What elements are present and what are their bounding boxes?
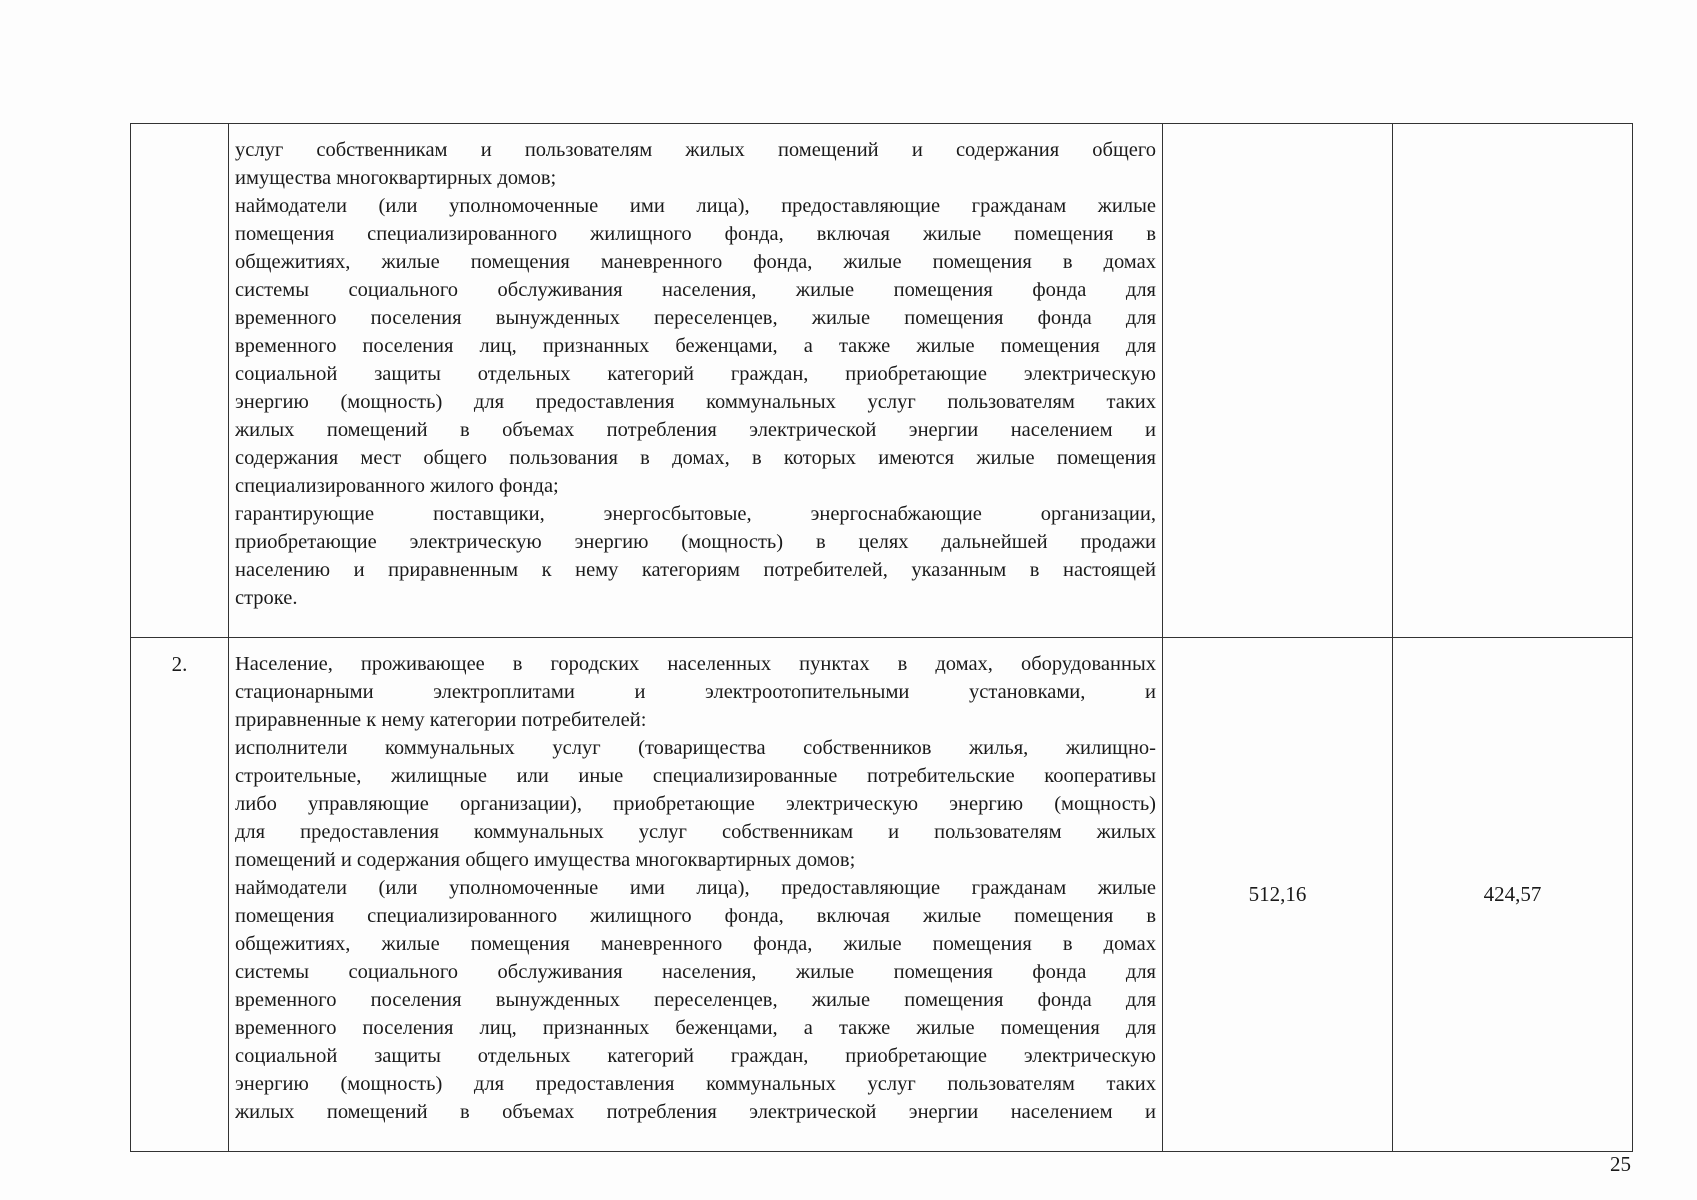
description-line: населению и приравненным к нему категориям потребителей, указанным в настоящей xyxy=(235,559,1156,581)
description-line: общежитиях, жилые помещения маневренного фонда, жилые помещения в домах xyxy=(235,933,1156,955)
description-line: временного поселения лиц, признанных беженцами, а также жилые помещения для xyxy=(235,335,1156,357)
table-row xyxy=(131,638,1633,1152)
description-line: приравненные к нему категории потребителей: xyxy=(235,709,647,731)
description-line: либо управляющие организации), приобретающие электрическую энергию (мощность) xyxy=(235,793,1156,815)
table-row xyxy=(131,124,1633,638)
tariff-value-2-cell xyxy=(1393,124,1633,638)
description-line: помещений и содержания общего имущества многоквартирных домов; xyxy=(235,849,856,871)
description-line: содержания мест общего пользования в домах, в которых имеются жилые помещения xyxy=(235,447,1156,469)
description-cell xyxy=(229,124,1163,638)
description-line: энергию (мощность) для предоставления коммунальных услуг пользователям таких xyxy=(235,391,1156,413)
description-line: системы социального обслуживания населения, жилые помещения фонда для xyxy=(235,279,1156,301)
description-line: помещения специализированного жилищного фонда, включая жилые помещения в xyxy=(235,223,1156,245)
description-line: системы социального обслуживания населения, жилые помещения фонда для xyxy=(235,961,1156,983)
description-line: приобретающие электрическую энергию (мощность) в целях дальнейшей продажи xyxy=(235,531,1156,553)
description-line: помещения специализированного жилищного фонда, включая жилые помещения в xyxy=(235,905,1156,927)
row-number-cell xyxy=(131,124,229,638)
description-line: имущества многоквартирных домов; xyxy=(235,167,557,189)
description-line: социальной защиты отдельных категорий граждан, приобретающие электрическую xyxy=(235,363,1156,385)
description-line: временного поселения вынужденных переселенцев, жилые помещения фонда для xyxy=(235,989,1156,1011)
description-line: строительные, жилищные или иные специализированные потребительские кооперативы xyxy=(235,765,1156,787)
tariff-table xyxy=(130,123,1633,1152)
description-line: общежитиях, жилые помещения маневренного фонда, жилые помещения в домах xyxy=(235,251,1156,273)
description-line: наймодатели (или уполномоченные ими лица), предоставляющие гражданам жилые xyxy=(235,877,1156,899)
description-cell xyxy=(229,638,1163,1152)
description-line: социальной защиты отдельных категорий граждан, приобретающие электрическую xyxy=(235,1045,1156,1067)
description-line: Население, проживающее в городских населенных пунктах в домах, оборудованных xyxy=(235,653,1156,675)
description-line: для предоставления коммунальных услуг собственникам и пользователям жилых xyxy=(235,821,1156,843)
description-line: строке. xyxy=(235,587,298,609)
page-number: 25 xyxy=(1610,1152,1631,1176)
tariff-value-1-cell xyxy=(1163,124,1393,638)
description-line: наймодатели (или уполномоченные ими лица), предоставляющие гражданам жилые xyxy=(235,195,1156,217)
description-line: стационарными электроплитами и электроотопительными установками, и xyxy=(235,681,1156,703)
description-line: энергию (мощность) для предоставления коммунальных услуг пользователям таких xyxy=(235,1073,1156,1095)
description-line: услуг собственникам и пользователям жилых помещений и содержания общего xyxy=(235,139,1156,161)
description-line: жилых помещений в объемах потребления электрической энергии населением и xyxy=(235,1101,1156,1123)
description-line: гарантирующие поставщики, энергосбытовые, энергоснабжающие организации, xyxy=(235,503,1156,525)
row-number-cell: 2. xyxy=(131,638,229,1152)
tariff-value-2-cell: 424,57 xyxy=(1393,638,1633,1152)
description-line: исполнители коммунальных услуг (товарищества собственников жилья, жилищно- xyxy=(235,737,1156,759)
description-line: специализированного жилого фонда; xyxy=(235,475,559,497)
description-line: жилых помещений в объемах потребления электрической энергии населением и xyxy=(235,419,1156,441)
description-line: временного поселения лиц, признанных беженцами, а также жилые помещения для xyxy=(235,1017,1156,1039)
description-line: временного поселения вынужденных переселенцев, жилые помещения фонда для xyxy=(235,307,1156,329)
tariff-value-1-cell: 512,16 xyxy=(1163,638,1393,1152)
